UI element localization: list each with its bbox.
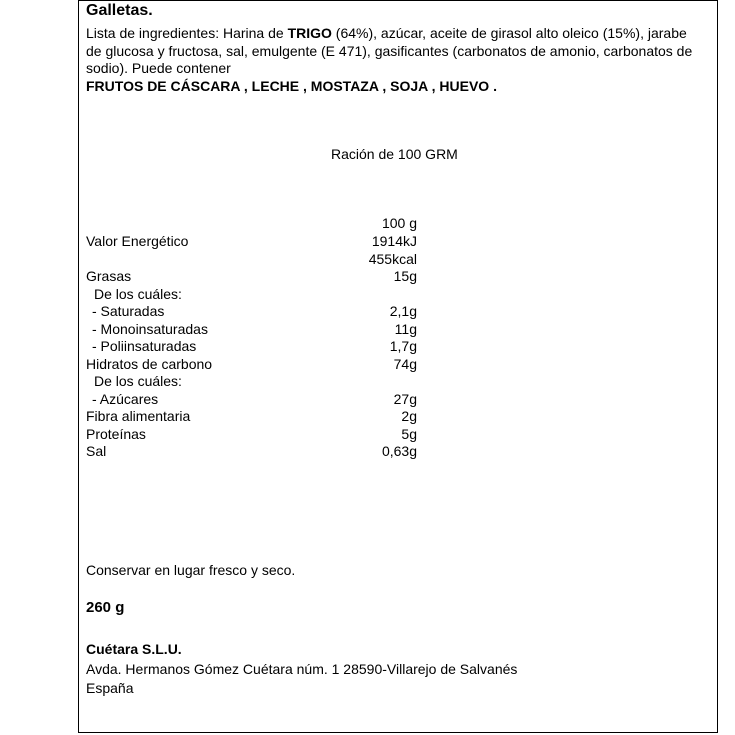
nutrition-row-value: 2,1g — [389, 303, 417, 319]
allergens-text: FRUTOS DE CÁSCARA , LECHE , MOSTAZA , SOJA , HUEVO . — [86, 78, 497, 94]
ingredients-prefix: Lista de ingredientes: Harina de — [86, 25, 288, 41]
nutrition-row-value: 27g — [393, 391, 417, 407]
nutrition-row-value: 74g — [393, 356, 417, 372]
company-address: Avda. Hermanos Gómez Cuétara núm. 1 28590-Villarejo de Salvanés — [86, 661, 518, 677]
nutrition-row-label: - Monoinsaturadas — [92, 321, 208, 337]
nutrition-row-value: 455kcal — [368, 251, 417, 267]
nutrition-row-value: 0,63g — [381, 443, 417, 459]
nutrition-row-label: - Poliinsaturadas — [92, 338, 197, 354]
net-weight: 260 g — [86, 599, 125, 616]
nutrition-row-value: 1914kJ — [371, 233, 417, 249]
nutrition-row-label: Fibra alimentaria — [86, 408, 191, 424]
nutrition-row-value: 11g — [394, 321, 417, 337]
nutrition-row-value: 1,7g — [389, 338, 417, 354]
nutrition-row-label: Valor Energético — [86, 233, 189, 249]
company-name: Cuétara S.L.U. — [86, 641, 182, 657]
ingredients-bold-trigo: TRIGO — [287, 25, 332, 41]
storage-instructions: Conservar en lugar fresco y seco. — [86, 562, 296, 578]
ingredients-text — [86, 25, 706, 78]
nutrition-row-label: Sal — [86, 443, 107, 459]
nutrition-row-value: 2g — [401, 408, 417, 424]
company-country: España — [86, 680, 134, 696]
nutrition-column-header: 100 g — [381, 215, 417, 231]
nutrition-row-label: - Saturadas — [92, 303, 165, 319]
nutrition-row-label: De los cuáles: — [94, 286, 182, 302]
nutrition-row-label: De los cuáles: — [94, 373, 182, 389]
serving-size: Ración de 100 GRM — [331, 146, 458, 162]
nutrition-row-value: 15g — [393, 268, 417, 284]
ingredients-rest: (64%), azúcar, aceite de girasol alto oleico (15%), jarabe de glucosa y fructosa, sal, emulgente (E 471), gasificantes (carbonatos de amonio, carbonatos de sodio). Puede contener — [86, 25, 693, 76]
nutrition-row-label: - Azúcares — [92, 391, 159, 407]
nutrition-row-label: Grasas — [86, 268, 132, 284]
product-title: Galletas. — [86, 2, 153, 19]
nutrition-row-label: Hidratos de carbono — [86, 356, 213, 372]
nutrition-row-label: Proteínas — [86, 426, 146, 442]
nutrition-row-value: 5g — [401, 426, 417, 442]
